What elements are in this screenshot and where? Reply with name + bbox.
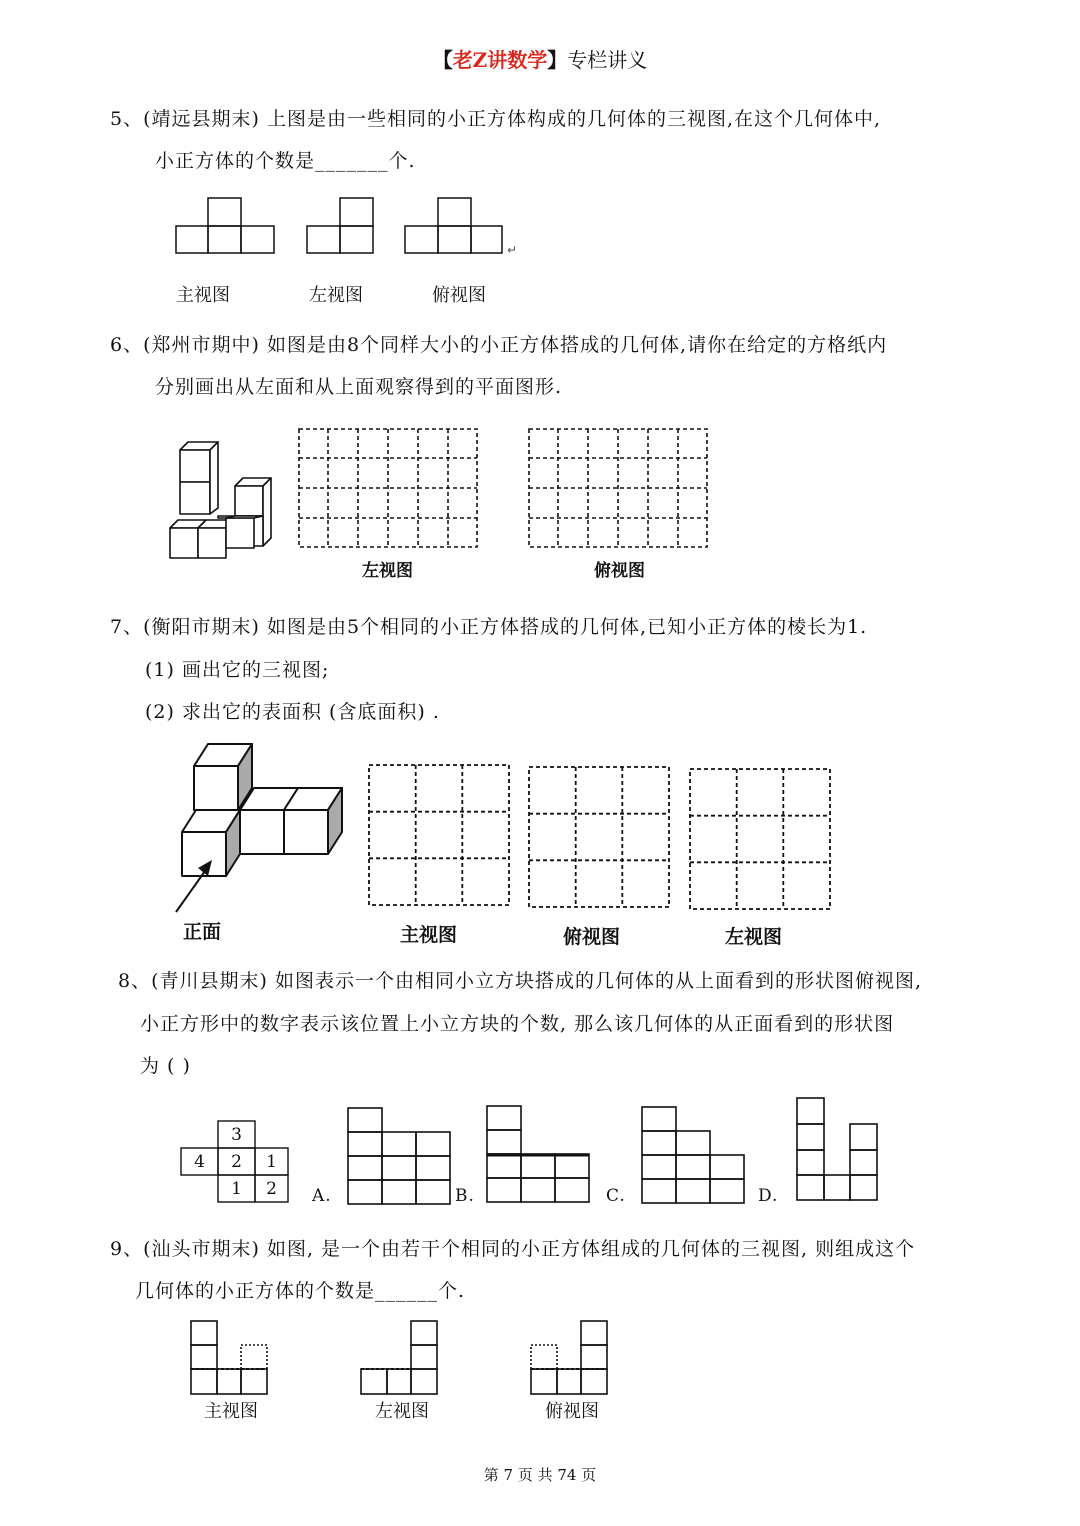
q5-main-view bbox=[176, 198, 274, 253]
q9-label-main: 主视图 bbox=[204, 1401, 258, 1422]
q8-option-a-label[interactable]: A. bbox=[312, 1186, 332, 1206]
q9-left-view bbox=[358, 1318, 442, 1400]
header-bracket-close: 】 bbox=[547, 48, 568, 72]
q6-label-left: 左视图 bbox=[362, 561, 413, 581]
q5-line2: 小正方体的个数是_______个. bbox=[155, 150, 416, 172]
q8-line2: 小正方形中的数字表示该位置上小立方块的个数, 那么该几何体的从正面看到的形状图 bbox=[140, 1013, 895, 1035]
q5-label-left: 左视图 bbox=[309, 285, 363, 306]
q8-option-c-figure[interactable] bbox=[640, 1105, 750, 1207]
q5-label-top: 俯视图 bbox=[432, 285, 486, 306]
q6-label-top: 俯视图 bbox=[594, 561, 645, 581]
q7-line1: 7、(衡阳市期末) 如图是由5个相同的小正方体搭成的几何体,已知小正方体的棱长为1. bbox=[110, 616, 868, 638]
q6-top-grid bbox=[528, 428, 708, 548]
q6-line2: 分别画出从左面和从上面观察得到的平面图形. bbox=[155, 376, 563, 398]
q9-label-top: 俯视图 bbox=[545, 1401, 599, 1422]
q8-option-d-figure[interactable] bbox=[795, 1096, 881, 1204]
brand-name: 老Z讲数学 bbox=[452, 48, 548, 72]
q8-option-b-figure[interactable] bbox=[485, 1104, 595, 1206]
return-mark: ↵ bbox=[507, 243, 518, 257]
q8-option-b-label[interactable]: B. bbox=[455, 1186, 475, 1206]
q5-top-view bbox=[405, 198, 502, 253]
header-subtitle: 专栏讲义 bbox=[567, 48, 648, 72]
q5-label-main: 主视图 bbox=[176, 285, 230, 306]
grid-cell-bot-right: 2 bbox=[266, 1179, 277, 1199]
q7-label-left: 左视图 bbox=[725, 926, 783, 948]
grid-cell-mid-right: 1 bbox=[266, 1152, 277, 1172]
q7-label-top: 俯视图 bbox=[563, 926, 621, 948]
q8-line3: 为 ( ) bbox=[140, 1055, 191, 1077]
q8-option-a-figure[interactable] bbox=[346, 1106, 454, 1208]
q5-left-view bbox=[307, 198, 373, 253]
q6-solid-figure bbox=[160, 438, 280, 568]
grid-cell-top: 3 bbox=[231, 1125, 242, 1145]
q8-line1: 8、(青川县期末) 如图表示一个由相同小立方块搭成的几何体的从上面看到的形状图俯视图, bbox=[118, 970, 922, 992]
q8-option-d-label[interactable]: D. bbox=[758, 1186, 779, 1206]
q5-views-figure bbox=[170, 190, 530, 270]
page-footer: 第 7 页 共 74 页 bbox=[483, 1466, 597, 1484]
q5-line1: 5、(靖远县期末) 上图是由一些相同的小正方体构成的几何体的三视图,在这个几何体中, bbox=[110, 108, 882, 130]
q9-line1: 9、(汕头市期末) 如图, 是一个由若干个相同的小正方体组成的几何体的三视图, 则组成这个 bbox=[110, 1238, 916, 1260]
q6-left-grid bbox=[298, 428, 478, 548]
q7-line2: (1) 画出它的三视图; bbox=[145, 659, 330, 681]
header-bracket-open: 【 bbox=[432, 48, 453, 72]
page-header bbox=[0, 44, 1080, 73]
q9-line2: 几何体的小正方体的个数是______个. bbox=[135, 1280, 466, 1302]
q7-line3: (2) 求出它的表面积 (含底面积) . bbox=[145, 701, 440, 723]
grid-cell-mid-center: 2 bbox=[231, 1152, 242, 1172]
q7-left-grid bbox=[689, 768, 831, 910]
q7-main-grid bbox=[368, 764, 510, 906]
q7-solid-figure bbox=[170, 740, 350, 920]
q7-front-label: 正面 bbox=[183, 921, 222, 943]
q9-main-view bbox=[188, 1318, 272, 1400]
q9-label-left: 左视图 bbox=[375, 1401, 429, 1422]
q7-label-main: 主视图 bbox=[400, 924, 458, 946]
q6-line1: 6、(郑州市期中) 如图是由8个同样大小的小正方体搭成的几何体,请你在给定的方格纸内 bbox=[110, 334, 888, 356]
q8-option-c-label[interactable]: C. bbox=[606, 1186, 626, 1206]
grid-cell-bot-center: 1 bbox=[231, 1179, 242, 1199]
q7-top-grid bbox=[528, 766, 670, 908]
q9-top-view bbox=[528, 1318, 612, 1400]
grid-cell-mid-left: 4 bbox=[194, 1152, 205, 1172]
